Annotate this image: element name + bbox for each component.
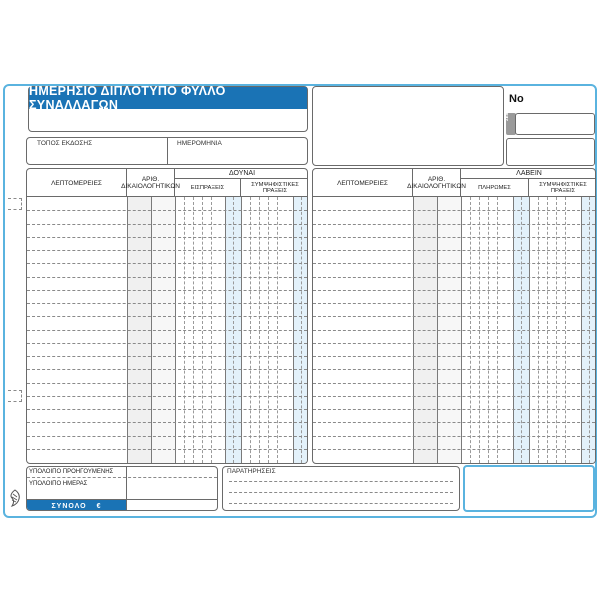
right-sub-header-1: ΠΛΗΡΩΜΕΣ [461, 179, 529, 197]
place-date-box [26, 137, 308, 165]
remarks-label: ΠΑΡΑΤΗΡΗΣΕΙΣ [227, 468, 276, 475]
ledger-row-line [313, 396, 595, 397]
left-sub-header-2: ΣΥΜΨΗΦΙΣΤΙΚΕΣ ΠΡΑΞΕΙΣ [251, 182, 299, 194]
remarks-field[interactable] [227, 476, 455, 507]
ledger-row-line [313, 210, 595, 211]
right-sub-header-2: ΣΥΜΨΗΦΙΣΤΙΚΕΣ ΠΡΑΞΕΙΣ [539, 182, 587, 194]
ledger-row-line [313, 369, 595, 370]
left-ledger-table [26, 168, 308, 464]
number-field[interactable] [506, 138, 595, 166]
bird-logo-icon [7, 489, 23, 507]
ledger-row-line [27, 356, 307, 357]
previous-balance-label: ΥΠΟΛΟΙΠΟ ΠΡΟΗΓΟΥΜΕΝΗΣ [29, 469, 114, 475]
signature-box[interactable] [463, 465, 595, 512]
series-field[interactable] [515, 113, 595, 135]
date-field[interactable] [169, 148, 305, 162]
day-balance-label: ΥΠΟΛΟΙΠΟ ΗΜΕΡΑΣ [29, 480, 88, 487]
ledger-row-line [313, 316, 595, 317]
series-tag-text: ΣΕΙΡΑ [504, 108, 509, 121]
number-label: No [509, 93, 524, 105]
left-group-header: ΔΟΥΝΑΙ [175, 169, 308, 179]
stamp-area [312, 86, 504, 166]
ledger-row-line [27, 383, 307, 384]
ledger-row-line [313, 356, 595, 357]
ledger-row-line [313, 237, 595, 238]
summary-box [26, 466, 218, 511]
place-field[interactable] [29, 148, 165, 162]
ledger-row-line [27, 303, 307, 304]
ledger-row-line [313, 224, 595, 225]
ledger-row-line [313, 436, 595, 437]
ledger-row-line [27, 422, 307, 423]
total-label [27, 500, 126, 511]
ledger-row-line [27, 263, 307, 264]
ledger-row-line [27, 250, 307, 251]
currency-symbol: € [96, 502, 102, 510]
ledger-row-line [313, 449, 595, 450]
place-label: ΤΟΠΟΣ ΕΚΔΟΣΗΣ [37, 140, 93, 147]
ledger-row-line [27, 449, 307, 450]
remarks-box [222, 466, 460, 511]
ledger-row-line [27, 277, 307, 278]
ledger-row-line [313, 343, 595, 344]
ledger-row-line [27, 316, 307, 317]
left-details-header: ΛΕΠΤΟΜΕΡΕΙΕΣ [27, 169, 127, 197]
ledger-row-line [313, 409, 595, 410]
ledger-row-line [313, 277, 595, 278]
right-details-header: ΛΕΠΤΟΜΕΡΕΙΕΣ [313, 169, 413, 197]
ledger-row-line [27, 409, 307, 410]
title-field[interactable] [33, 113, 303, 127]
ledger-row-line [313, 263, 595, 264]
ledger-row-line [313, 383, 595, 384]
day-balance-field[interactable] [127, 478, 217, 489]
left-doc-number-header: ΑΡΙΘ. ΔΙΚΑΙΟΛΟΓΗΤΙΚΩΝ [127, 169, 175, 197]
right-group-header: ΛΑΒΕΙΝ [461, 169, 596, 179]
ledger-row-line [27, 224, 307, 225]
total-field[interactable] [127, 500, 217, 511]
ledger-row-line [27, 237, 307, 238]
right-ledger-table [312, 168, 596, 464]
ledger-row-line [27, 369, 307, 370]
ledger-row-line [313, 303, 595, 304]
ledger-row-line [27, 343, 307, 344]
ledger-row-line [27, 436, 307, 437]
right-doc-number-header: ΑΡΙΘ. ΔΙΚΑΙΟΛΟΓΗΤΙΚΩΝ [413, 169, 461, 197]
binding-mark-bottom [8, 390, 22, 402]
title-box [28, 86, 308, 132]
ledger-row-line [313, 250, 595, 251]
ledger-row-line [313, 422, 595, 423]
ledger-row-line [27, 210, 307, 211]
ledger-row-line [27, 396, 307, 397]
ledger-row-line [313, 290, 595, 291]
left-sub-header-1: ΕΙΣΠΡΑΞΕΙΣ [175, 179, 241, 197]
ledger-row-line [27, 330, 307, 331]
form-title: ΗΜΕΡΗΣΙΟ ΔΙΠΛΟΤΥΠΟ ΦΥΛΛΟ ΣΥΝΑΛΛΑΓΩΝ [29, 87, 307, 109]
date-label: ΗΜΕΡΟΜΗΝΙΑ [177, 140, 222, 147]
ledger-row-line [27, 290, 307, 291]
total-text: ΣΥΝΟΛΟ [51, 502, 87, 510]
binding-mark-top [8, 198, 22, 210]
ledger-row-line [313, 330, 595, 331]
previous-balance-field[interactable] [127, 467, 217, 478]
